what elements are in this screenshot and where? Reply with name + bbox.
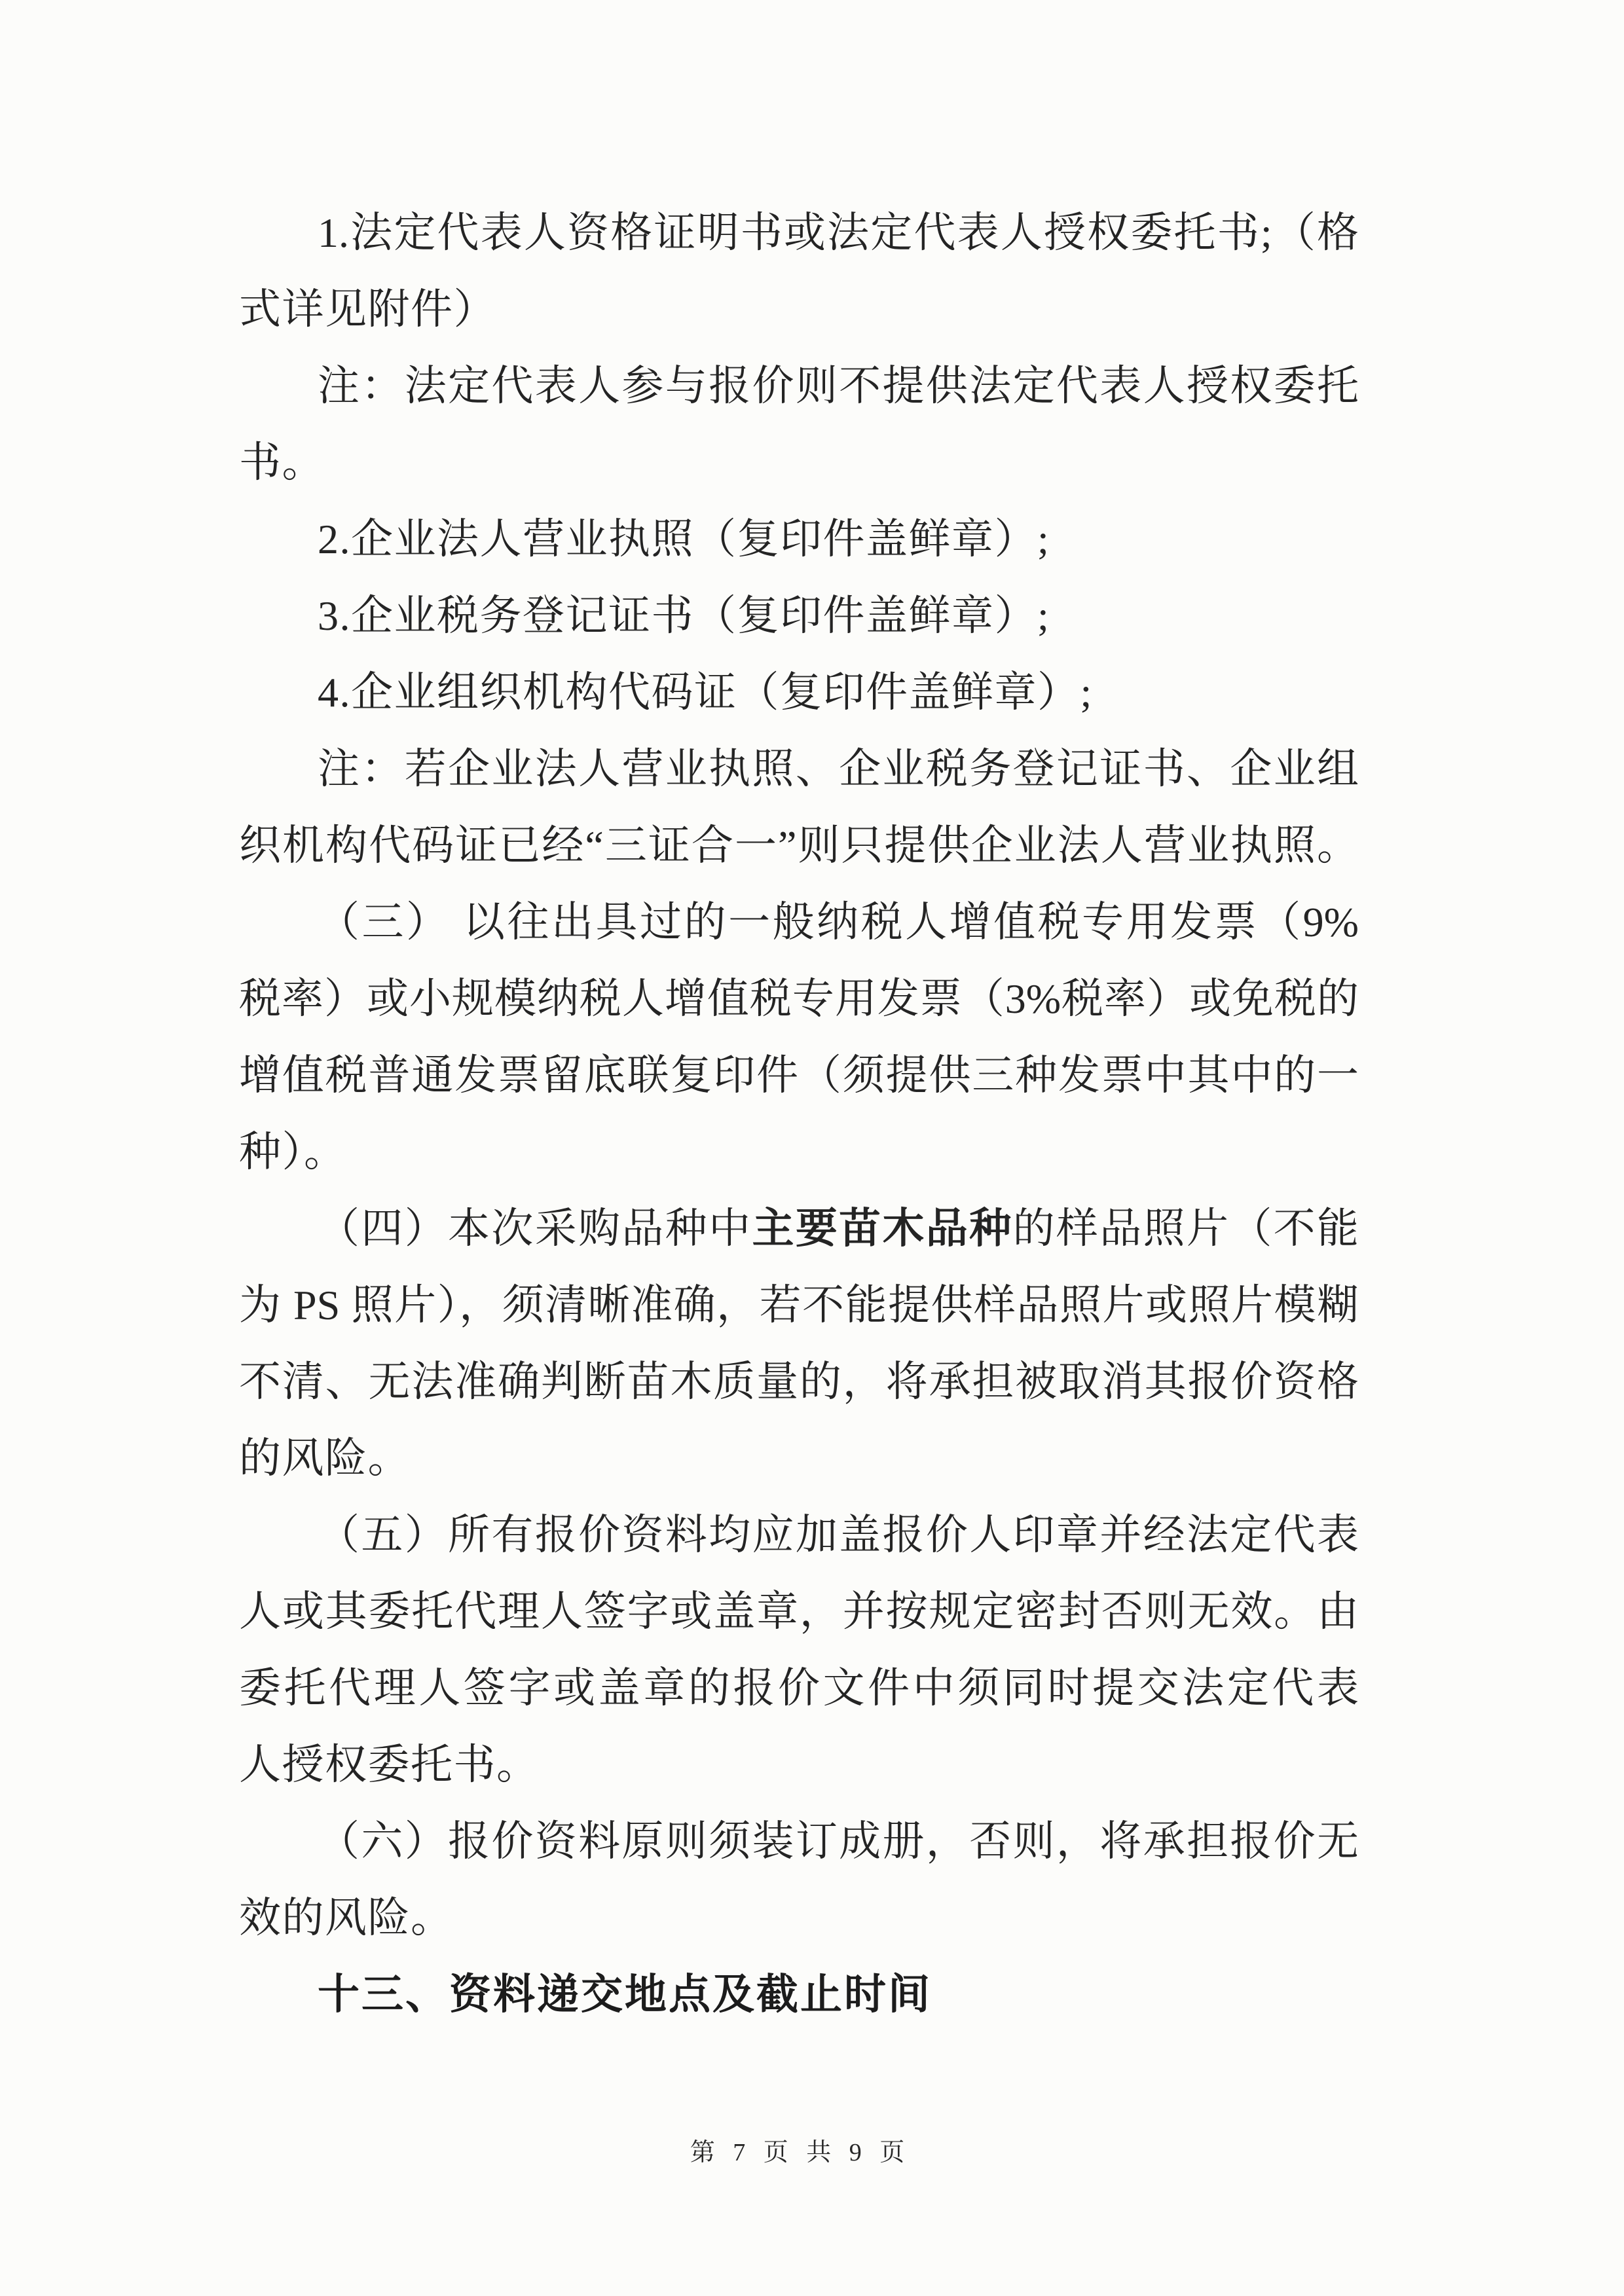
text-line: （六）报价资料原则须装订成册，否则，将承担报价无 bbox=[318, 1818, 1359, 1865]
text-line: 效的风险。 bbox=[239, 1895, 454, 1941]
text-line: 注：若企业法人营业执照、企业税务登记证书、企业组 bbox=[318, 746, 1359, 792]
text-line: 人或其委托代理人签字或盖章，并按规定密封否则无效。由 bbox=[239, 1588, 1359, 1635]
text-line: 2.企业法人营业执照（复印件盖鲜章）; bbox=[318, 516, 1050, 562]
text-line: 不清、无法准确判断苗木质量的，将承担被取消其报价资格 bbox=[239, 1358, 1359, 1405]
text-line: 1.法定代表人资格证明书或法定代表人授权委托书;（格 bbox=[318, 210, 1359, 256]
page-footer: 第 7 页 共 9 页 bbox=[690, 2139, 911, 2166]
text-line: 的风险。 bbox=[239, 1435, 411, 1482]
text-line: 书。 bbox=[239, 439, 325, 486]
text-line: 式详见附件） bbox=[239, 286, 496, 333]
text-line: 为 PS 照片），须清晰准确，若不能提供样品照片或照片模糊 bbox=[239, 1282, 1359, 1328]
text-line: （五）所有报价资料均应加盖报价人印章并经法定代表 bbox=[318, 1512, 1359, 1558]
text-line bbox=[239, 1190, 1359, 1267]
text-line: 税率）或小规模纳税人增值税专用发票（3%税率）或免税的 bbox=[239, 975, 1359, 1022]
text-line: 3.企业税务登记证书（复印件盖鲜章）; bbox=[318, 592, 1050, 639]
text-line: 增值税普通发票留底联复印件（须提供三种发票中其中的一 bbox=[239, 1052, 1359, 1099]
text-line: 注：法定代表人参与报价则不提供法定代表人授权委托 bbox=[318, 363, 1359, 409]
text-line: 人授权委托书。 bbox=[239, 1741, 540, 1788]
text-segment: 的样品照片（不能 bbox=[1012, 1205, 1359, 1252]
text-line: 4.企业组织机构代码证（复印件盖鲜章）; bbox=[318, 669, 1093, 716]
text-segment-bold: 主要苗木品种 bbox=[752, 1205, 1013, 1252]
text-line: 委托代理人签字或盖章的报价文件中须同时提交法定代表 bbox=[239, 1665, 1359, 1711]
text-line: （三） 以往出具过的一般纳税人增值税专用发票（9% bbox=[318, 899, 1359, 945]
text-line: 织机构代码证已经“三证合一”则只提供企业法人营业执照。 bbox=[239, 822, 1359, 869]
section-heading: 十三、资料递交地点及截止时间 bbox=[318, 1971, 932, 2018]
document-body bbox=[239, 194, 1359, 2033]
text-segment: （四）本次采购品种中 bbox=[318, 1205, 752, 1252]
text-line: 种）。 bbox=[239, 1129, 347, 1175]
